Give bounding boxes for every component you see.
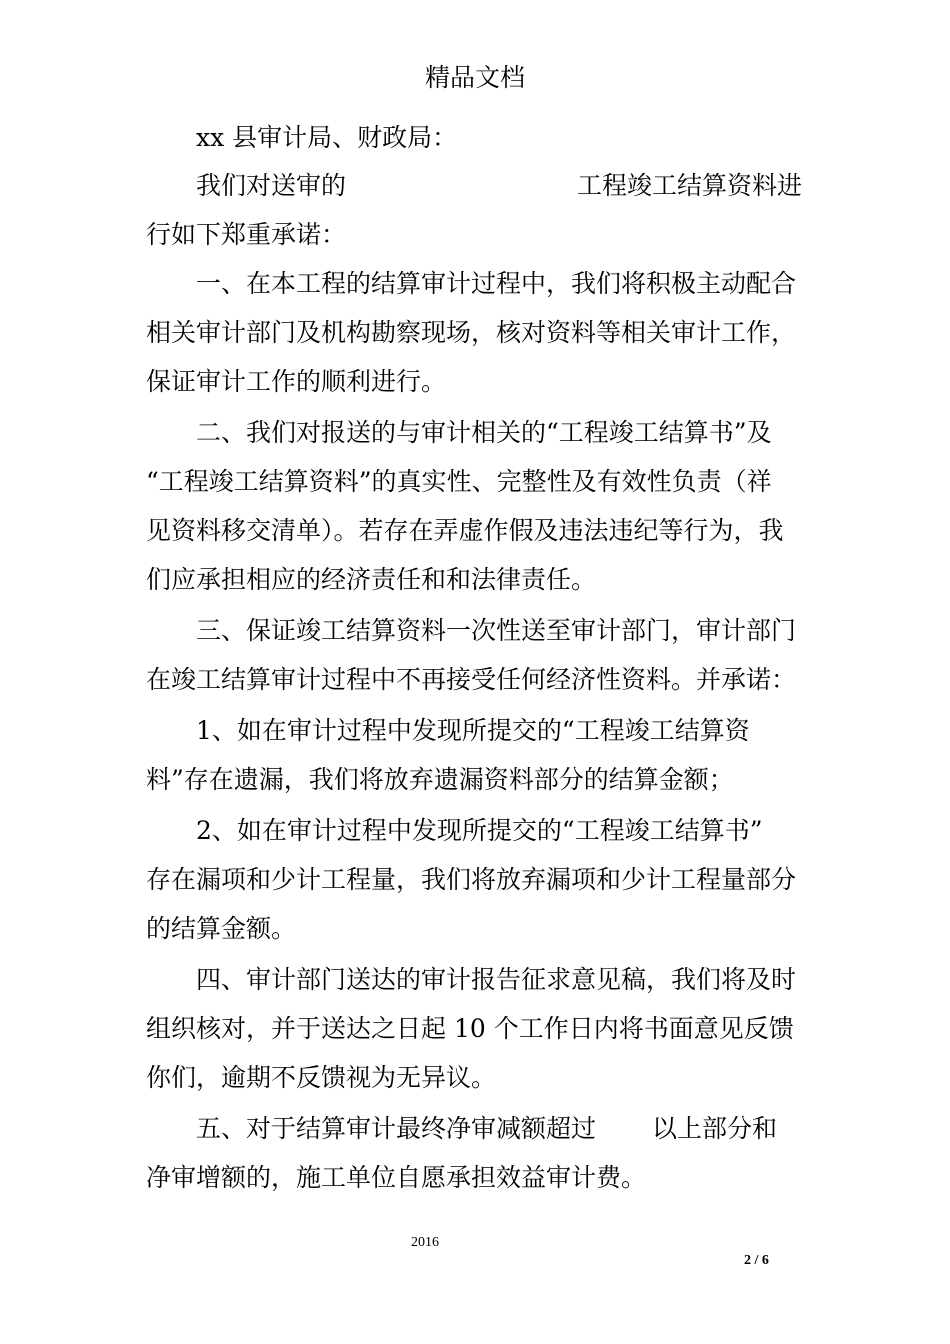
clause-3-line-1: 三、保证竣工结算资料一次性送至审计部门，审计部门 bbox=[196, 616, 797, 645]
clause-2-line-4: 们应承担相应的经济责任和和法律责任。 bbox=[146, 565, 597, 594]
intro-text-end: 工程竣工结算资料进 bbox=[577, 171, 803, 200]
clause-1-line-2: 相关审计部门及机构勘察现场，核对资料等相关审计工作， bbox=[146, 318, 797, 347]
footer-year: 2016 bbox=[411, 1235, 439, 1250]
clause-2-line-1: 二、我们对报送的与审计相关的“工程竣工结算书”及 bbox=[196, 418, 772, 447]
sub-clause-2-line-2: 存在漏项和少计工程量，我们将放弃漏项和少计工程量部分 bbox=[146, 865, 797, 894]
sub-clause-1-line-2: 料”存在遗漏，我们将放弃遗漏资料部分的结算金额； bbox=[146, 765, 734, 794]
sub-clause-2-line-3: 的结算金额。 bbox=[146, 914, 297, 943]
intro-line-2: 行如下郑重承诺： bbox=[146, 220, 347, 249]
clause-5-line-2: 净审增额的，施工单位自愿承担效益审计费。 bbox=[146, 1163, 647, 1192]
clause-4-line-3: 你们，逾期不反馈视为无异议。 bbox=[146, 1063, 497, 1092]
clause-4-line-1: 四、审计部门送达的审计报告征求意见稿，我们将及时 bbox=[196, 965, 797, 994]
sub-clause-2-line-1: 2、如在审计过程中发现所提交的“工程竣工结算书” bbox=[196, 816, 763, 845]
sub-clause-1-line-1: 1、如在审计过程中发现所提交的“工程竣工结算资 bbox=[196, 716, 750, 745]
page-header: 精品文档 bbox=[424, 63, 525, 92]
clause-1-line-3: 保证审计工作的顺利进行。 bbox=[146, 367, 447, 396]
intro-line-1 bbox=[196, 168, 802, 204]
intro-text-start: 我们对送审的 bbox=[196, 171, 347, 200]
clause-1-line-1: 一、在本工程的结算审计过程中，我们将积极主动配合 bbox=[196, 269, 797, 298]
clause-5-text-start: 五、对于结算审计最终净审减额超过 bbox=[196, 1114, 597, 1143]
clause-3-line-2: 在竣工结算审计过程中不再接受任何经济性资料。并承诺： bbox=[146, 665, 797, 694]
clause-4-line-2: 组织核对，并于送达之日起 10 个工作日内将书面意见反馈 bbox=[146, 1014, 794, 1043]
clause-2-line-2: “工程竣工结算资料”的真实性、完整性及有效性负责（祥 bbox=[146, 467, 772, 496]
clause-5-line-1 bbox=[196, 1111, 777, 1147]
clause-5-text-end: 以上部分和 bbox=[652, 1114, 778, 1143]
salutation: xx 县审计局、财政局： bbox=[196, 123, 458, 152]
clause-2-line-3: 见资料移交清单）。若存在弄虚作假及违法违纪等行为，我 bbox=[146, 516, 784, 545]
page-number: 2 / 6 bbox=[744, 1253, 769, 1268]
